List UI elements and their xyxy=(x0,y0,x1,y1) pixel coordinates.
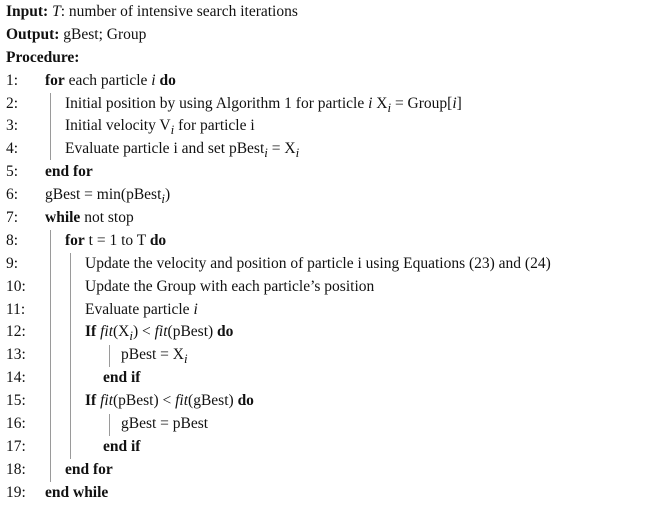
keyword-for: for xyxy=(65,231,85,249)
code-text: (pBest) < xyxy=(113,392,176,410)
line-number: 14: xyxy=(6,369,26,387)
keyword-do: do xyxy=(149,231,167,249)
input-description: : number of intensive search iterations xyxy=(60,3,298,20)
code-text: ] xyxy=(456,94,462,112)
line-number: 4: xyxy=(6,140,19,158)
algorithm-line-11 xyxy=(6,299,651,322)
subscript: i xyxy=(184,351,188,367)
line-number: 2: xyxy=(6,94,19,112)
line-code: Update the velocity and position of particle i using Equations (23) and (24) xyxy=(85,254,551,272)
keyword-for: for xyxy=(45,71,65,89)
code-text: = Group[ xyxy=(391,94,453,112)
line-number: 5: xyxy=(6,163,19,181)
algorithm-block xyxy=(6,1,651,505)
code-text: Initial position by using Algorithm 1 for particle xyxy=(65,94,369,112)
line-number: 8: xyxy=(6,231,19,249)
keyword-end-for: end for xyxy=(45,163,93,181)
keyword-do: do xyxy=(155,71,176,89)
keyword-do: do xyxy=(237,392,254,410)
line-number: 17: xyxy=(6,437,26,455)
subscript: i xyxy=(161,191,165,207)
output-description: gBest; Group xyxy=(59,25,147,43)
line-number: 11: xyxy=(6,300,26,318)
algorithm-line-10 xyxy=(6,276,651,299)
indent-guide-if-block-2 xyxy=(109,414,110,436)
line-code: gBest = pBest xyxy=(121,415,209,433)
procedure-line xyxy=(6,47,651,70)
line-number: 10: xyxy=(6,277,26,295)
line-number: 7: xyxy=(6,209,19,227)
subscript: i xyxy=(295,145,300,161)
keyword-end-while: end while xyxy=(45,483,109,501)
algorithm-line-1 xyxy=(6,70,651,93)
line-number: 18: xyxy=(6,460,26,478)
line-code xyxy=(45,207,134,230)
keyword-end-for: end for xyxy=(65,460,113,478)
code-variable: i xyxy=(368,94,373,112)
line-number: 6: xyxy=(6,186,19,204)
algorithm-line-13 xyxy=(6,344,651,367)
function-name: fit xyxy=(175,392,189,410)
algorithm-line-19 xyxy=(6,482,651,505)
line-number: 1: xyxy=(6,71,19,89)
line-number: 19: xyxy=(6,483,26,501)
line-number: 9: xyxy=(6,254,19,272)
code-text: t = 1 to T xyxy=(84,231,150,249)
keyword-if: If xyxy=(85,392,97,410)
input-variable: T xyxy=(52,3,61,20)
code-text: (pBest) xyxy=(167,323,218,341)
output-line xyxy=(6,24,651,47)
algorithm-line-8 xyxy=(6,230,651,253)
keyword-do: do xyxy=(217,323,234,341)
function-name: fit xyxy=(100,392,113,410)
line-number: 15: xyxy=(6,392,26,410)
indent-guide-while-loop xyxy=(50,230,51,482)
code-text: not stop xyxy=(80,209,134,227)
code-text: ) < xyxy=(132,323,155,341)
algorithm-line-4 xyxy=(6,138,651,161)
line-code xyxy=(85,390,254,413)
code-text: for particle i xyxy=(174,117,255,135)
keyword-end-if: end if xyxy=(103,437,141,455)
input-line xyxy=(6,1,651,24)
line-number: 13: xyxy=(6,346,26,364)
algorithm-line-5 xyxy=(6,161,651,184)
output-label: Output: xyxy=(6,25,60,43)
procedure-label: Procedure: xyxy=(6,48,80,66)
code-text: each particle xyxy=(64,71,152,89)
keyword-end-if: end if xyxy=(103,369,141,387)
code-text: = X xyxy=(267,140,296,158)
subscript: i xyxy=(170,122,175,138)
code-text: pBest = X xyxy=(121,346,184,364)
indent-guide-if-block-1 xyxy=(109,345,110,367)
line-number: 12: xyxy=(6,323,26,341)
line-number: 3: xyxy=(6,117,19,135)
code-text: gBest = min(pBest xyxy=(45,186,162,204)
code-text: Evaluate particle i and set pBest xyxy=(65,140,265,158)
code-text: Initial velocity V xyxy=(65,117,171,135)
keyword-if: If xyxy=(85,323,97,341)
algorithm-line-14 xyxy=(6,367,651,390)
code-text: ) xyxy=(164,186,171,204)
subscript: i xyxy=(387,99,392,115)
algorithm-line-16 xyxy=(6,413,651,436)
algorithm-line-15 xyxy=(6,390,651,413)
line-code xyxy=(65,230,166,253)
code-text: Evaluate particle xyxy=(85,300,194,318)
algorithm-line-17 xyxy=(6,436,651,459)
algorithm-line-6 xyxy=(6,184,651,207)
algorithm-line-2 xyxy=(6,93,651,116)
algorithm-line-7 xyxy=(6,207,651,230)
code-variable: i xyxy=(452,94,457,112)
line-code: Update the Group with each particle’s position xyxy=(85,277,375,295)
line-number: 16: xyxy=(6,415,26,433)
keyword-while: while xyxy=(45,209,81,227)
subscript: i xyxy=(129,328,133,344)
subscript: i xyxy=(264,145,268,161)
algorithm-line-18 xyxy=(6,459,651,482)
algorithm-line-9 xyxy=(6,253,651,276)
indent-guide-for-loop xyxy=(50,93,51,160)
code-text: (gBest) xyxy=(188,392,238,410)
input-label: Input: xyxy=(6,3,49,20)
function-name: fit xyxy=(100,323,113,341)
line-code xyxy=(45,70,176,93)
code-text: (X xyxy=(113,323,130,341)
code-variable: i xyxy=(151,71,156,89)
code-text: X xyxy=(372,94,388,112)
algorithm-line-12 xyxy=(6,321,651,344)
indent-guide-inner-for-loop xyxy=(70,253,71,459)
algorithm-line-3 xyxy=(6,115,651,138)
line-code xyxy=(85,299,198,322)
function-name: fit xyxy=(154,323,168,341)
code-variable: i xyxy=(193,300,198,318)
